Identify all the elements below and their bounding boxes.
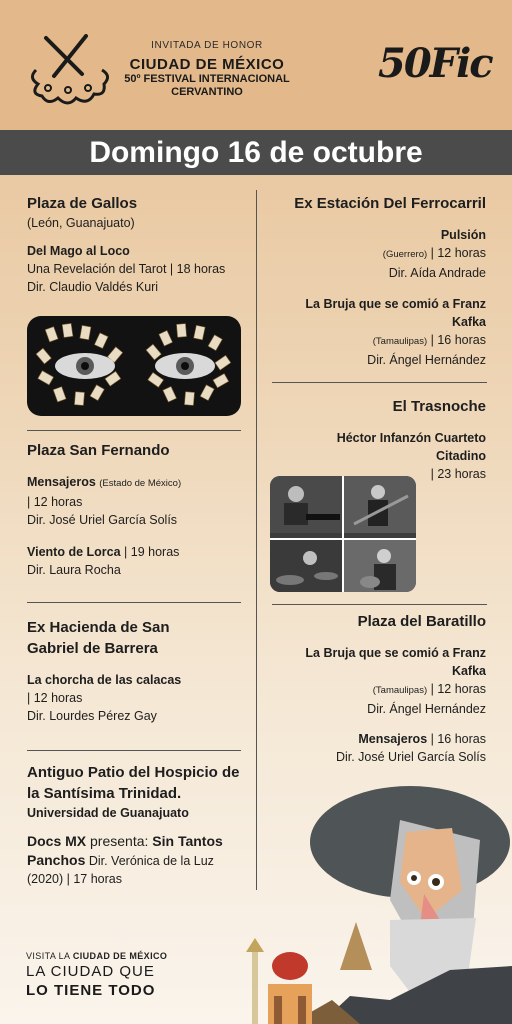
event-title: Sin Tantos [152,833,223,849]
presenter: Docs MX [27,833,87,849]
event-director: Dir. José Uriel García Solís [335,750,486,764]
musician-photo-guitarist [344,540,416,592]
date-banner: Domingo 16 de octubre [0,130,512,175]
footer-tagline-line1: LA CIUDAD QUE [26,963,155,980]
visit-text: VISITA LA [26,951,73,961]
event-title-cont: Panchos [27,852,86,868]
event-time: | 12 horas [27,495,83,509]
guest-of-honor-block [112,40,302,99]
event-origin: (Guerrero) [382,249,428,260]
event-title-line2: Kafka [451,664,486,678]
venue-el-trasnoche [262,396,486,483]
quijote-illustration [240,770,512,1024]
event-title: Viento de Lorca [27,545,121,559]
event-title: Del Mago al Loco [27,244,130,258]
venue-title-line2: la Santísima Trinidad. [27,785,182,802]
event-subtitle: Una Revelación del Tarot | 18 horas [27,262,226,276]
event-director: Dir. Aída Andrade [388,266,486,280]
venue-ex-estacion [262,193,486,369]
venue-title-line1: Ex Hacienda de San [27,619,170,636]
event-time: | 12 horas [430,246,486,260]
divider [27,430,241,431]
event-origin: (Tamaulipas) [372,685,428,696]
event-title-line1: Héctor Infanzón Cuarteto [336,431,486,445]
musician-photo-pianist [270,476,342,538]
venue-antiguo-patio [27,762,252,888]
event-title-line1: La Bruja que se comió a Franz [305,646,486,660]
divider [272,382,487,383]
venue-ex-hacienda [27,617,252,725]
footer-tagline-line2: LO TIENE TODO [26,982,156,999]
festival-emblem-icon [24,30,114,110]
venue-title: Plaza de Gallos [27,195,138,212]
event-time: | 19 horas [124,545,180,559]
divider [27,602,241,603]
event-time: | 12 horas [27,691,83,705]
venue-title: Plaza San Fernando [27,442,170,459]
festival-name-line2: CERVANTINO [171,86,243,98]
event-origin: (Tamaulipas) [372,336,428,347]
tarot-eyes-image [27,316,241,416]
event-director: Dir. José Uriel García Solís [27,513,178,527]
header [0,0,512,130]
event-time: (2020) | 17 horas [27,872,122,886]
guest-of-honor-label: INVITADA DE HONOR [151,40,263,51]
venue-plaza-de-gallos [27,193,247,296]
event-title-line1: La Bruja que se comió a Franz [305,297,486,311]
event-title: La chorcha de las calacas [27,673,182,687]
event-time: | 12 horas [430,682,486,696]
event-title: Mensajeros [358,732,428,746]
divider [272,604,487,605]
event-director: Dir. Laura Rocha [27,563,121,577]
guest-city: CIUDAD DE MÉXICO [129,56,285,73]
event-director: Dir. Verónica de la Luz [85,854,214,868]
event-title: Pulsión [440,228,486,242]
venue-title: El Trasnoche [392,398,486,415]
event-time: | 16 horas [430,333,486,347]
venue-subtitle: Universidad de Guanajuato [27,806,189,820]
event-director: Dir. Lourdes Pérez Gay [27,709,157,723]
venue-title-line2: Gabriel de Barrera [27,640,158,657]
event-origin: (Estado de México) [99,478,182,489]
musician-photo-drummer [270,540,342,592]
venue-title-line1: Antiguo Patio del Hospicio de [27,764,240,781]
event-time: | 23 horas [430,467,486,481]
event-title-line2: Citadino [436,449,486,463]
event-title-line2: Kafka [451,315,486,329]
festival-name-line1: 50º FESTIVAL INTERNACIONAL [124,73,290,85]
venue-title: Plaza del Baratillo [357,613,486,630]
fic-logo: 50Fic [378,40,492,87]
musician-photo-bassist [344,476,416,538]
event-director: Dir. Claudio Valdés Kuri [27,280,159,294]
event-time: | 16 horas [430,732,486,746]
footer-tagline-small [26,951,167,961]
divider [27,750,241,751]
venue-location: (León, Guanajuato) [27,216,135,230]
venue-plaza-san-fernando [27,440,252,579]
event-title: Mensajeros [27,475,96,489]
event-director: Dir. Ángel Hernández [367,353,486,367]
presents-label: presenta: [86,833,153,849]
venue-title: Ex Estación Del Ferrocarril [294,195,486,212]
visit-city: CIUDAD DE MÉXICO [72,951,168,961]
venue-plaza-del-baratillo [262,611,486,766]
event-director: Dir. Ángel Hernández [367,702,486,716]
band-photo-collage [270,476,416,592]
